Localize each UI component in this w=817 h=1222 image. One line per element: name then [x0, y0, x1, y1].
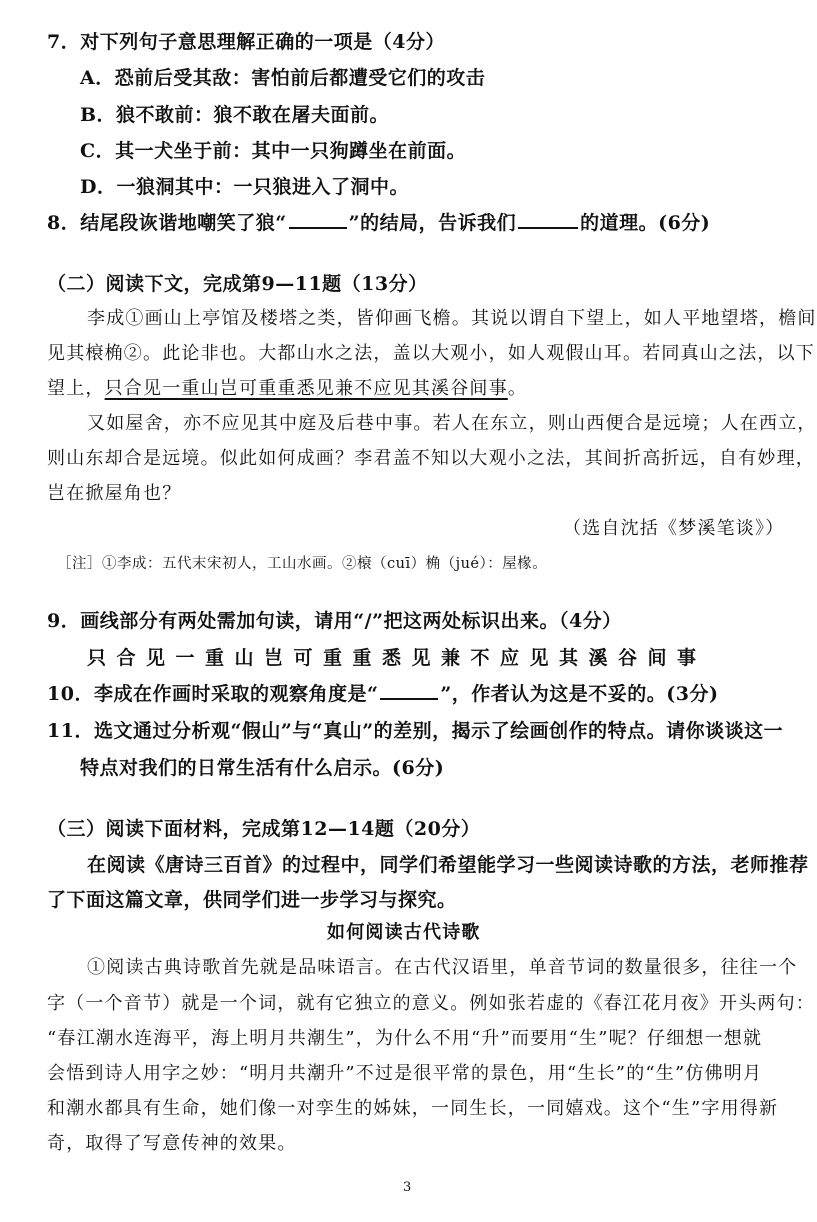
q8-blank-2 [518, 211, 578, 229]
section2-heading: （二）阅读下文，完成第9—11题（13分） [47, 273, 428, 295]
q10-blank [380, 682, 438, 700]
underlined-sentence: 只合见一重山岂可重重悉见兼不应见其溪谷间事 [104, 378, 508, 399]
section2-p2-line1: 又如屋舍，亦不应见其中庭及后巷中事。若人在东立，则山西便合是远境；人在西立， [87, 413, 817, 434]
q10-text-2: ”，作者认为这是不妥的。(3分) [440, 683, 719, 705]
q7-option-a: A．恐前后受其敌：害怕前后都遭受它们的攻击 [80, 67, 486, 89]
q11-line1: 11．选文通过分析观“假山”与“真山”的差别，揭示了绘画创作的特点。请你谈谈这一 [47, 720, 784, 742]
q7-stem: 7．对下列句子意思理解正确的一项是（4分） [47, 31, 445, 53]
q7-option-c: C．其一犬坐于前：其中一只狗蹲坐在前面。 [80, 140, 467, 162]
article-p1-line4: 会悟到诗人用字之妙：“明月共潮升”不过是很平常的景色，用“生长”的“生”仿佛明月 [47, 1063, 763, 1084]
section2-note: ［注］①李成：五代末宋初人，工山水画。②榱（cuī）桷（jué）：屋椽。 [57, 556, 548, 572]
q9-stem: 9．画线部分有两处需加句读，请用“/”把这两处标识出来。（4分） [47, 610, 622, 632]
q7-option-b: B．狼不敢前：狼不敢在屠夫面前。 [80, 104, 390, 126]
section2-p2-line2: 则山东却合是远境。似此如何成画？李君盖不知以大观小之法，其间折高折远，自有妙理， [47, 448, 815, 469]
section3-intro-line2: 了下面这篇文章，供同学们进一步学习与探究。 [47, 889, 457, 911]
q8-text-3: 的道理。(6分) [580, 212, 711, 234]
section3-heading: （三）阅读下面材料，完成第12—14题（20分） [47, 818, 481, 840]
article-p1-line6: 奇，取得了写意传神的效果。 [47, 1133, 297, 1154]
section2-p1-line1: 李成①画山上亭馆及楼塔之类，皆仰画飞檐。其说以谓自下望上，如人平地望塔，檐间 [87, 308, 817, 329]
q10-stem [47, 682, 719, 706]
q8-text-1: 8．结尾段诙谐地嘲笑了狼“ [47, 212, 287, 234]
q7-option-d: D．一狼洞其中：一只狼进入了洞中。 [80, 176, 409, 198]
q8-stem [47, 211, 710, 235]
article-p1-line3: “春江潮水连海平，海上明月共潮生”，为什么不用“升”而要用“生”呢？仔细想一想就 [47, 1028, 763, 1049]
p1-line3-start: 望上， [47, 378, 105, 399]
p1-line3-end: 。 [507, 378, 528, 399]
section2-source: （选自沈括《梦溪笔谈》） [563, 518, 785, 539]
article-p1-line2: 字（一个音节）就是一个词，就有它独立的意义。例如张若虚的《春江花月夜》开头两句： [47, 993, 815, 1014]
article-p1-line1: ①阅读古典诗歌首先就是品味语言。在古代汉语里，单音节词的数量很多，往往一个 [87, 957, 798, 978]
section2-p1-line2: 见其榱桷②。此论非也。大都山水之法，盖以大观小，如人观假山耳。若同真山之法，以下 [47, 343, 815, 364]
q9-sentence: 只合见一重山岂可重重悉见兼不应见其溪谷间事 [87, 647, 707, 669]
section2-p1-line3 [47, 377, 527, 401]
q8-blank-1 [289, 211, 347, 229]
section3-intro-line1: 在阅读《唐诗三百首》的过程中，同学们希望能学习一些阅读诗歌的方法，老师推荐 [87, 854, 809, 876]
page-number: 3 [403, 1180, 412, 1195]
article-title: 如何阅读古代诗歌 [327, 922, 481, 943]
q10-text-1: 10．李成在作画时采取的观察角度是“ [47, 683, 379, 705]
section2-p2-line3: 岂在掀屋角也？ [47, 483, 182, 504]
q8-text-2: ”的结局，告诉我们 [348, 212, 517, 234]
article-p1-line5: 和潮水都具有生命，她们像一对孪生的姊妹，一同生长，一同嬉戏。这个“生”字用得新 [47, 1098, 779, 1119]
q11-line2: 特点对我们的日常生活有什么启示。(6分) [80, 757, 445, 779]
